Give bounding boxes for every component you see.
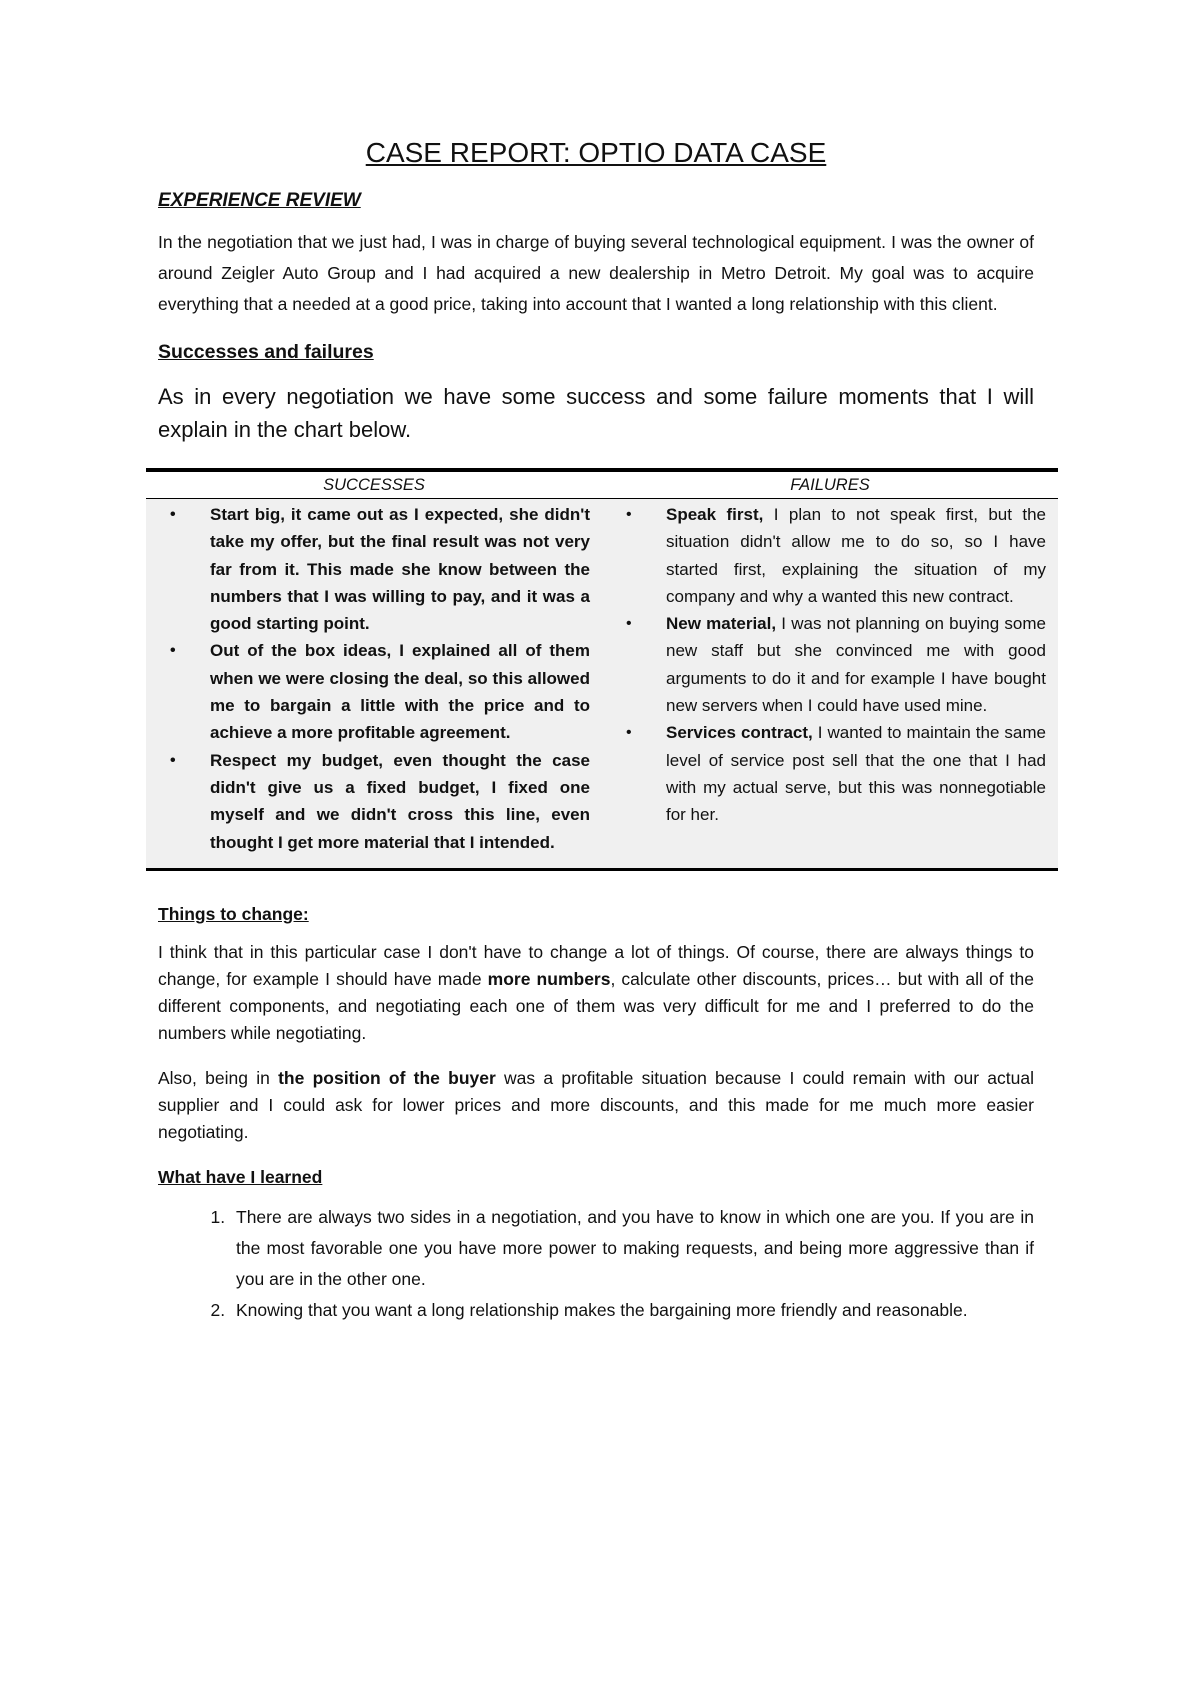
- successes-header: SUCCESSES: [146, 470, 602, 499]
- list-item: • Speak first, I plan to not speak first, but the situation didn't allow me to do so, so I have started first, explaining the situation of my company and why a wanted this new contract.: [614, 501, 1046, 610]
- list-item: 2. Knowing that you want a long relationship makes the bargaining more friendly and reasonable.: [230, 1295, 1034, 1326]
- experience-paragraph: In the negotiation that we just had, I was in charge of buying several technological equipment. I was the owner of around Zeigler Auto Group and I had acquired a new dealership in Metro Detroit. My goal was to acquire everything that a needed at a good price, taking into account that I wanted a long relationship with this client.: [158, 232, 1034, 314]
- bullet-icon: •: [626, 615, 632, 633]
- failures-cell: [602, 499, 1058, 870]
- bullet-icon: •: [170, 506, 176, 523]
- successes-failures-heading: Successes and failures: [158, 341, 374, 363]
- successes-failures-table: [146, 468, 1058, 871]
- list-item: • Out of the box ideas, I explained all of them when we were closing the deal, so this allowed me to bargain a little with the price and to achieve a more profitable agreement.: [158, 637, 590, 746]
- things-paragraph-1: I think that in this particular case I don't have to change a lot of things. Of course, there are always things to change, for example I should have made more numbers, calculate other discounts, prices… but with all of the different components, and negotiating each one of them was very difficult for me and I preferred to do the numbers while negotiating.: [158, 941, 1034, 1043]
- experience-heading: EXPERIENCE REVIEW: [158, 190, 361, 211]
- list-item: • Services contract, I wanted to maintain the same level of service post sell that the one that I had with my actual serve, but this was nonnegotiable for her.: [614, 719, 1046, 828]
- successes-cell: [146, 499, 602, 870]
- things-to-change-heading: Things to change:: [158, 903, 309, 924]
- bullet-icon: •: [626, 506, 632, 523]
- bullet-icon: •: [170, 642, 176, 660]
- list-item: • Start big, it came out as I expected, she didn't take my offer, but the final result was not very far from it. This made she know between the numbers that I was willing to pay, and it was a good starting point.: [158, 501, 590, 637]
- list-item: • Respect my budget, even thought the case didn't give us a fixed budget, I fixed one myself and we didn't cross this line, even thought I get more material that I intended.: [158, 747, 590, 856]
- learned-heading: What have I learned: [158, 1166, 323, 1187]
- document-content: [158, 135, 1046, 1326]
- list-item: • New material, I was not planning on buying some new staff but she convinced me with good arguments to do it and for example I have bought new servers when I could have used mine.: [614, 610, 1046, 719]
- learned-list: [158, 1202, 1034, 1326]
- chart-intro: As in every negotiation we have some success and some failure moments that I will explain in the chart below.: [158, 384, 1034, 442]
- bullet-icon: •: [170, 751, 176, 769]
- list-item: 1. There are always two sides in a negotiation, and you have to know in which one are you. If you are in the most favorable one you have more power to making requests, and being more aggressive than if you are in the other one.: [230, 1202, 1034, 1295]
- page-title: CASE REPORT: OPTIO DATA CASE: [365, 137, 827, 168]
- failures-header: FAILURES: [602, 470, 1058, 499]
- failures-list: [614, 501, 1046, 829]
- things-paragraph-2: Also, being in the position of the buyer was a profitable situation because I could remain with our actual supplier and I could ask for lower prices and more discounts, and this made for me much more easier negotiating.: [158, 1067, 1034, 1142]
- successes-list: [158, 501, 590, 856]
- bullet-icon: •: [626, 724, 632, 742]
